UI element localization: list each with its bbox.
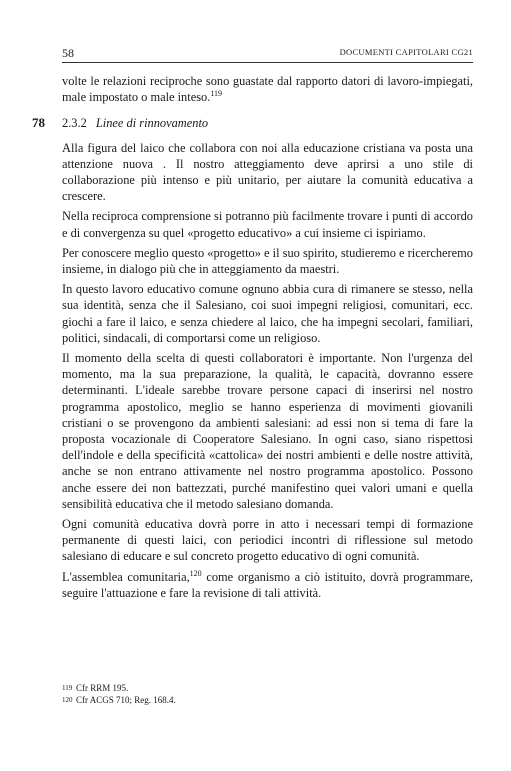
- margin-number: 78: [32, 115, 45, 131]
- paragraph: Ogni comunità educativa dovrà porre in atto i necessari tempi di formazione permanente di questi laici, con periodici incontri di riflessione sul metodo salesiano di educare e sul concreto progetto educativo di ogni comunità.: [62, 517, 473, 564]
- footnote-ref-119: 119: [210, 89, 223, 99]
- paragraph: Il momento della scelta di questi collaboratori è importante. Non l'urgenza del momento, ma la sua preparazione, la qualità, le capacità, dovranno essere determinanti. L'ideale sarebbe trovare persone capaci di inserirsi nel nostro programma apostolico, meglio se hanno esperienza di movimenti giovanili cristiani o se provengono da ambienti salesiani: ad essi non si tema di fare la proposta vocazionale di Cooperatore Salesiano. In ogni caso, siano rispettosi dell'indole e della specificità «cattolica» dei nostri ambienti e delle nostre attività, anche se non entrano attivamente nel nostro programma apostolico. Possono anche essere dei non battezzati, purché manifestino quei valori umani e quella sensibilità educativa che il metodo salesiano domanda.: [62, 351, 473, 511]
- footnote-text: Cfr ACGS 710; Reg. 168.4.: [76, 695, 176, 705]
- footnote-mark: 119: [62, 684, 73, 692]
- paragraph: In questo lavoro educativo comune ognuno abbia cura di rimanere se stesso, nella sua identità, senza che il Salesiano, coi suoi impegni religiosi, comunitari, ecc. giochi a fare il laico, e senza chiedere al laico, che ha impegni secolari, familiari, politici, sindacali, di comportarsi come un religioso.: [62, 282, 473, 345]
- last-paragraph-start: L'assemblea comunitaria,: [62, 569, 190, 584]
- page-header: [62, 44, 473, 63]
- footnote-text: Cfr RRM 195.: [76, 683, 129, 693]
- section-heading: [32, 115, 473, 131]
- last-paragraph: [62, 569, 473, 601]
- footnotes: [62, 682, 362, 706]
- continued-paragraph-text: volte le relazioni reciproche sono guastate dal rapporto datori di lavoro-impiegati, male impostato o male inteso.: [62, 74, 473, 105]
- footnote-119: [62, 682, 362, 694]
- last-paragraph-end: come organismo a ciò istituito, dovrà programmare, seguire l'attuazione e fare la revisione di tali attività.: [62, 569, 473, 600]
- paragraph: Alla figura del laico che collabora con noi alla educazione cristiana va posta una attenzione nuova . Il nostro atteggiamento deve aprirsi a uno stile di collaborazione più intenso e più unitario, per aiutare la comunità educativa a crescere.: [62, 140, 473, 204]
- footnote-mark: 120: [62, 696, 73, 704]
- continued-paragraph: [62, 73, 473, 105]
- page-body: [32, 73, 473, 605]
- page-number: 58: [62, 46, 74, 60]
- paragraph: Per conoscere meglio questo «progetto» e il suo spirito, studieremo e ricercheremo insieme, in dialogo più che in atteggiamento da maestri.: [62, 245, 473, 277]
- section-title: Linee di rinnovamento: [95, 116, 209, 131]
- running-title: DOCUMENTI CAPITOLARI CG21: [339, 47, 473, 57]
- section-number: 2.3.2: [62, 116, 87, 131]
- footnote-ref-120: 120: [189, 568, 202, 578]
- paragraph: Nella reciproca comprensione si potranno più facilmente trovare i punti di accordo e di convergenza su quel «progetto educativo» a cui insieme ci ispiriamo.: [62, 209, 473, 240]
- footnote-120: [62, 694, 362, 706]
